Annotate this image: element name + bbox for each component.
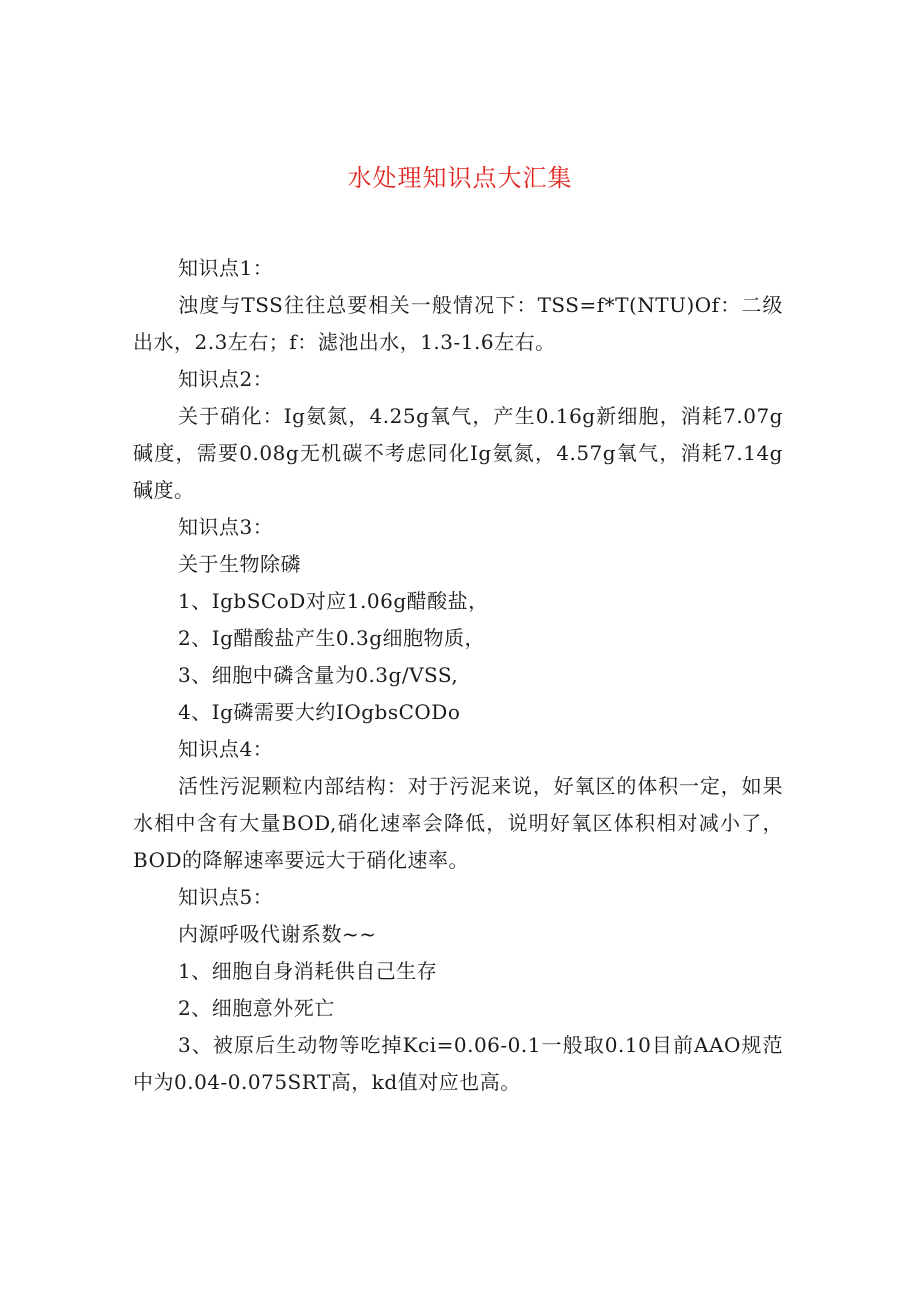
heading-knowledge-point-3: 知识点3：	[178, 515, 274, 539]
paragraph-turbidity-tss: 浊度与TSS往往总要相关一般情况下：TSS=f*T(NTU)Of：二级出水，2.3左右；f：滤池出水，1.3-1.6左右。	[133, 293, 783, 354]
heading-knowledge-point-1: 知识点1：	[178, 256, 274, 280]
paragraph-endogenous-respiration-intro: 内源呼吸代谢系数~~	[178, 922, 377, 946]
list-item: 3、被原后生动物等吃掉Kci=0.06-0.1一般取0.10目前AAO规范中为0.04-0.075SRT高，kd值对应也高。	[133, 1033, 783, 1094]
list-item: 3、细胞中磷含量为0.3g/VSS,	[178, 663, 459, 687]
heading-knowledge-point-5: 知识点5：	[178, 885, 274, 909]
document-body	[133, 250, 783, 1101]
paragraph-nitrification: 关于硝化：Ig氨氮，4.25g氧气，产生0.16g新细胞，消耗7.07g碱度，需要0.08g无机碳不考虑同化Ig氨氮，4.57g氧气，消耗7.14g碱度。	[133, 404, 783, 502]
paragraph-activated-sludge: 活性污泥颗粒内部结构：对于污泥来说，好氧区的体积一定，如果水相中含有大量BOD,硝化速率会降低，说明好氧区体积相对减小了，BOD的降解速率要远大于硝化速率。	[133, 774, 783, 872]
list-item: 4、Ig磷需要大约IOgbsCODo	[178, 700, 461, 724]
list-item: 2、Ig醋酸盐产生0.3g细胞物质，	[178, 626, 486, 650]
page-title: 水处理知识点大汇集	[347, 164, 573, 192]
list-item: 1、IgbSCoD对应1.06g醋酸盐，	[178, 589, 489, 613]
heading-knowledge-point-2: 知识点2：	[178, 367, 274, 391]
heading-knowledge-point-4: 知识点4：	[178, 737, 274, 761]
list-item: 2、细胞意外死亡	[178, 996, 335, 1020]
paragraph-phosphorus-removal-intro: 关于生物除磷	[178, 552, 301, 576]
list-item: 1、细胞自身消耗供自己生存	[178, 959, 438, 983]
